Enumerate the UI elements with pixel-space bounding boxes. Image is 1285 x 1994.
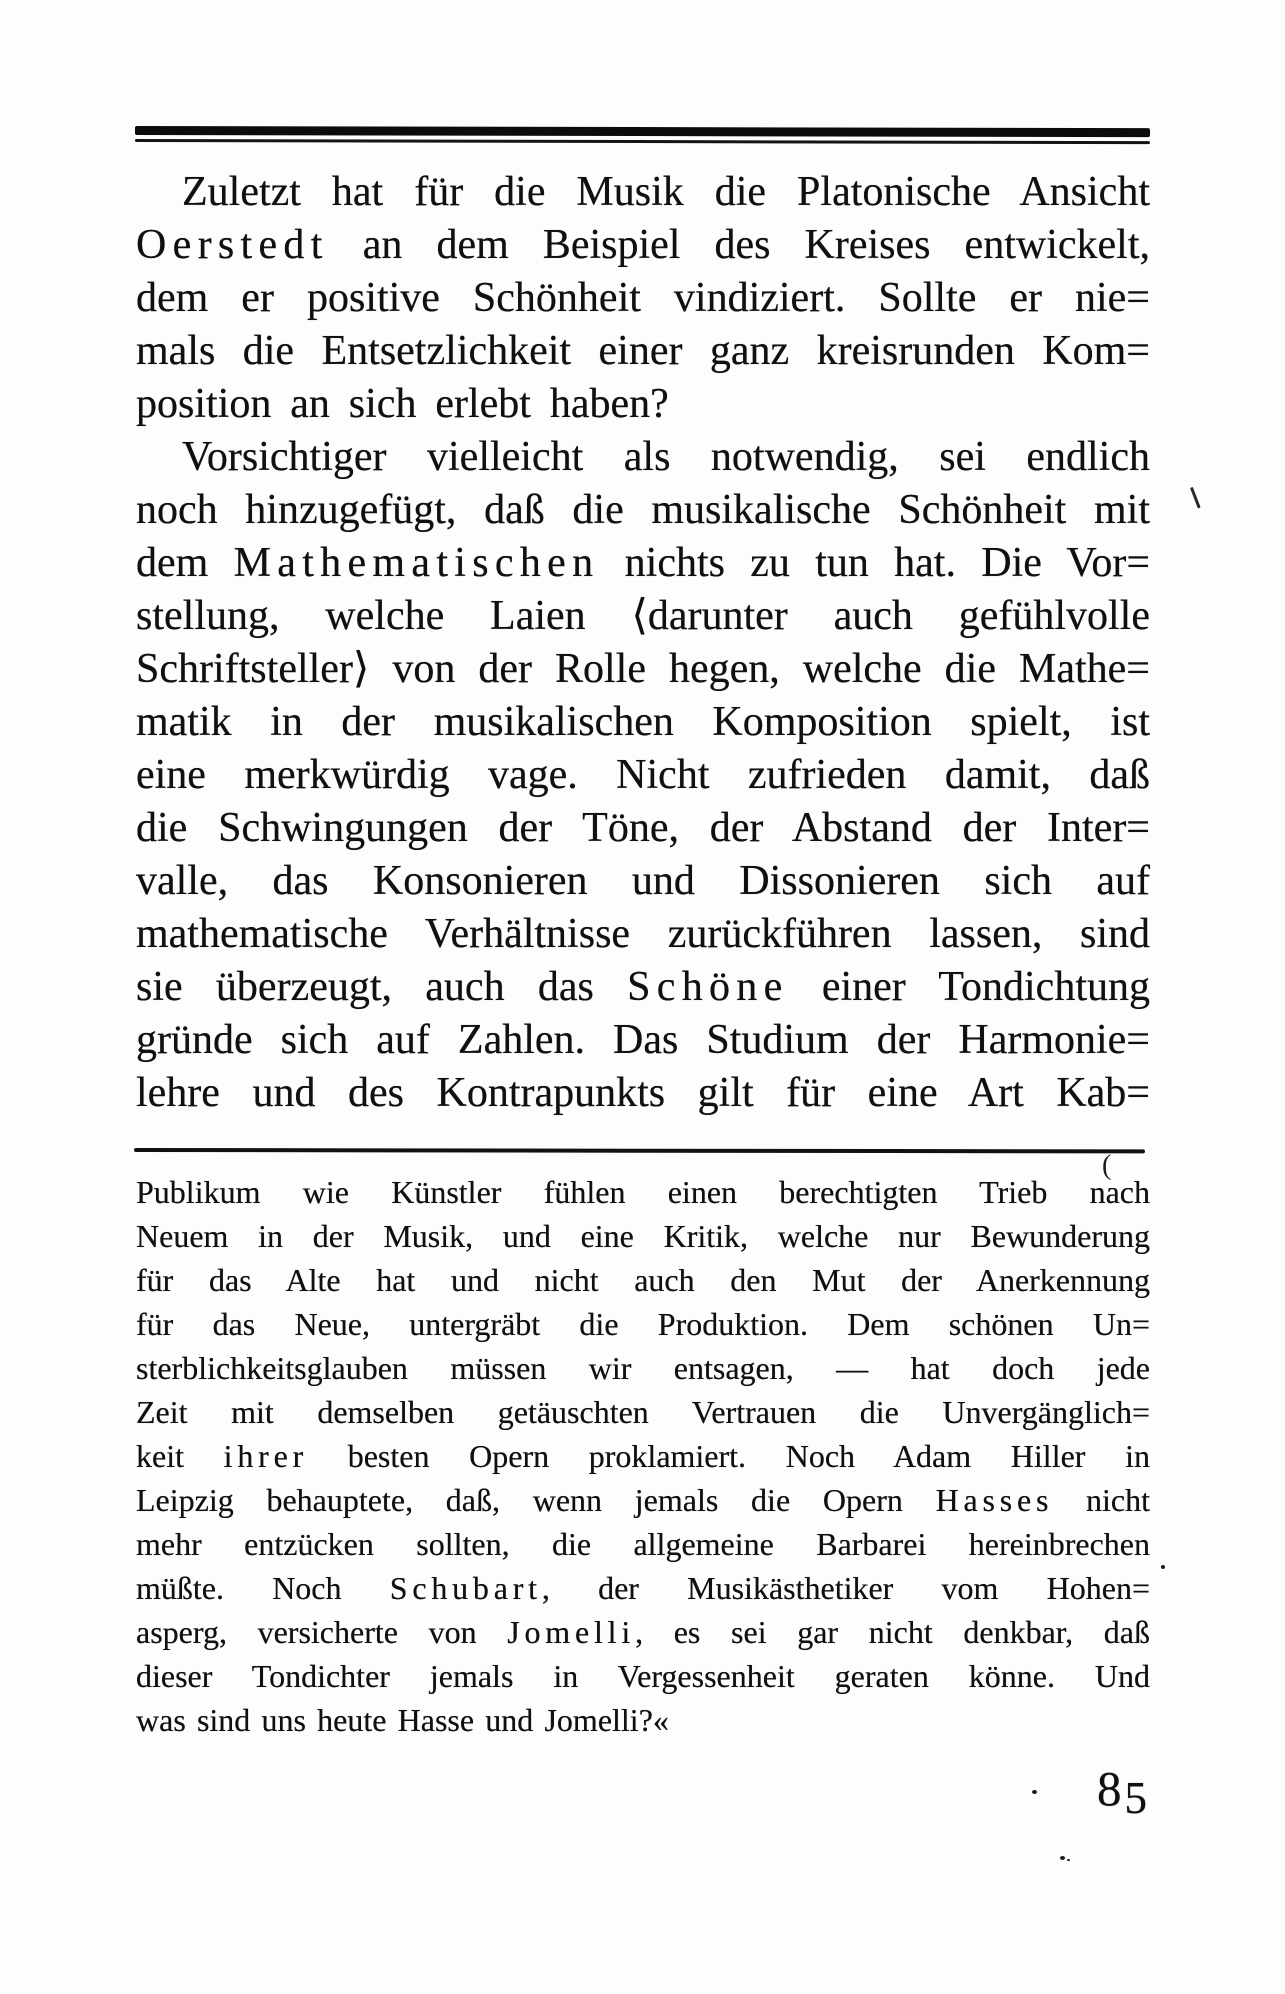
text-segment: besten Opern proklamiert. Noch Adam Hiller in [308,1438,1151,1474]
footnote-line [136,1390,1150,1434]
ink-speck [1032,1790,1037,1794]
ink-speck [1060,1856,1065,1860]
text-segment: Vorsichtiger vielleicht als notwendig, sei endlich [182,434,1150,480]
text-segment: Leipzig behauptete, daß, wenn jemals die Opern [136,1482,936,1518]
text-segment: Zuletzt hat für die Musik die Platonische Ansicht [182,169,1150,215]
text-segment: lehre und des Kontrapunkts gilt für eine Art Kab= [136,1070,1150,1116]
text-line [136,696,1150,749]
text-segment: was sind uns heute Hasse und Jomelli?« [136,1702,669,1738]
footnote-line [136,1302,1150,1346]
footnote-line [136,1170,1150,1214]
text-segment: , es sei gar nicht denkbar, daß [635,1614,1151,1650]
text-segment: eine merkwürdig vage. Nicht zufrieden damit, daß [136,752,1150,798]
text-segment: position an sich erlebt haben? [136,381,669,427]
text-line [136,219,1150,272]
text-line [136,802,1150,855]
page-number-digit: 5 [1124,1773,1150,1823]
letterspaced-word: Oerstedt [136,222,329,268]
footnote-line [136,1654,1150,1698]
text-line [136,1067,1150,1120]
pen-stroke-mark [1190,487,1200,508]
text-line [136,166,1150,219]
footnote-line [136,1610,1150,1654]
text-segment: Neuem in der Musik, und eine Kritik, welche nur Bewunderung [136,1218,1150,1254]
footnote-line [136,1214,1150,1258]
text-line [136,272,1150,325]
text-line [136,961,1150,1014]
text-segment: , der Musikästhetiker vom Hohen= [541,1570,1151,1606]
main-text-block [136,166,1150,1120]
text-segment: mehr entzücken sollten, die allgemeine Barbarei hereinbrechen [136,1526,1150,1562]
text-line [136,855,1150,908]
text-segment: nichts zu tun hat. Die Vor= [599,540,1151,586]
ink-speck [1161,1565,1165,1569]
footnote-line [136,1522,1150,1566]
text-line [136,590,1150,643]
footnote-line [136,1258,1150,1302]
letterspaced-word: ihrer [223,1438,309,1474]
text-segment: die Schwingungen der Töne, der Abstand der Inter= [136,805,1150,851]
text-line [136,378,1150,431]
text-segment: mathematische Verhältnisse zurückführen lassen, sind [136,911,1150,957]
letterspaced-word: Hasses [935,1482,1054,1518]
text-segment: für das Alte hat und nicht auch den Mut der Anerkennung [136,1262,1150,1298]
text-segment: Publikum wie Künstler fühlen einen berechtigten Trieb nach [136,1174,1150,1210]
text-segment: an dem Beispiel des Kreises entwickelt, [328,222,1150,268]
text-line [136,325,1150,378]
letterspaced-word: Jomelli [507,1614,636,1650]
header-rule [135,126,1150,144]
text-segment: müßte. Noch [136,1570,390,1606]
footnote-line [136,1434,1150,1478]
text-line [136,1014,1150,1067]
footnote-block [136,1170,1150,1742]
text-line [136,908,1150,961]
footnote-line [136,1566,1150,1610]
text-segment: einer Tondichtung [788,964,1150,1010]
text-line [136,484,1150,537]
text-line [136,431,1150,484]
footnote-line [136,1346,1150,1390]
page-number [1097,1760,1150,1823]
text-segment: sie überzeugt, auch das [136,964,628,1010]
text-segment: dem [136,540,234,586]
text-segment: dieser Tondichter jemals in Vergessenheit geraten könne. Und [136,1658,1150,1694]
text-segment: für das Neue, untergräbt die Produktion. Dem schönen Un= [136,1306,1150,1342]
letterspaced-word: Mathematischen [233,540,600,586]
text-line [136,643,1150,696]
text-line [136,749,1150,802]
text-line [136,537,1150,590]
letterspaced-word: Schubart [389,1570,542,1606]
page-number-digit: 8 [1097,1761,1125,1816]
text-segment: stellung, welche Laien ⟨darunter auch gefühlvolle [136,593,1150,639]
letterspaced-word: Schöne [627,964,789,1010]
text-segment: noch hinzugefügt, daß die musikalische Schönheit mit [136,487,1150,533]
text-segment: keit [136,1438,224,1474]
text-segment: nicht [1053,1482,1151,1518]
ink-mark-tick: ( [1102,1150,1112,1181]
text-segment: Schriftsteller⟩ von der Rolle hegen, welche die Mathe= [136,646,1150,692]
footnote-line [136,1478,1150,1522]
text-segment: Zeit mit demselben getäuschten Vertrauen die Unvergänglich= [136,1394,1150,1430]
text-segment: mals die Entsetzlichkeit einer ganz kreisrunden Kom= [136,328,1150,374]
text-segment: sterblichkeitsglauben müssen wir entsagen, — hat doch jede [136,1350,1150,1386]
text-segment: matik in der musikalischen Komposition spielt, ist [136,699,1150,745]
text-segment: asperg, versicherte von [136,1614,508,1650]
text-segment: valle, das Konsonieren und Dissonieren sich auf [136,858,1150,904]
text-segment: dem er positive Schönheit vindiziert. Sollte er nie= [136,275,1150,321]
footnote-line [136,1698,1150,1742]
text-segment: gründe sich auf Zahlen. Das Studium der Harmonie= [136,1017,1150,1063]
footnote-divider-rule [134,1148,1145,1153]
